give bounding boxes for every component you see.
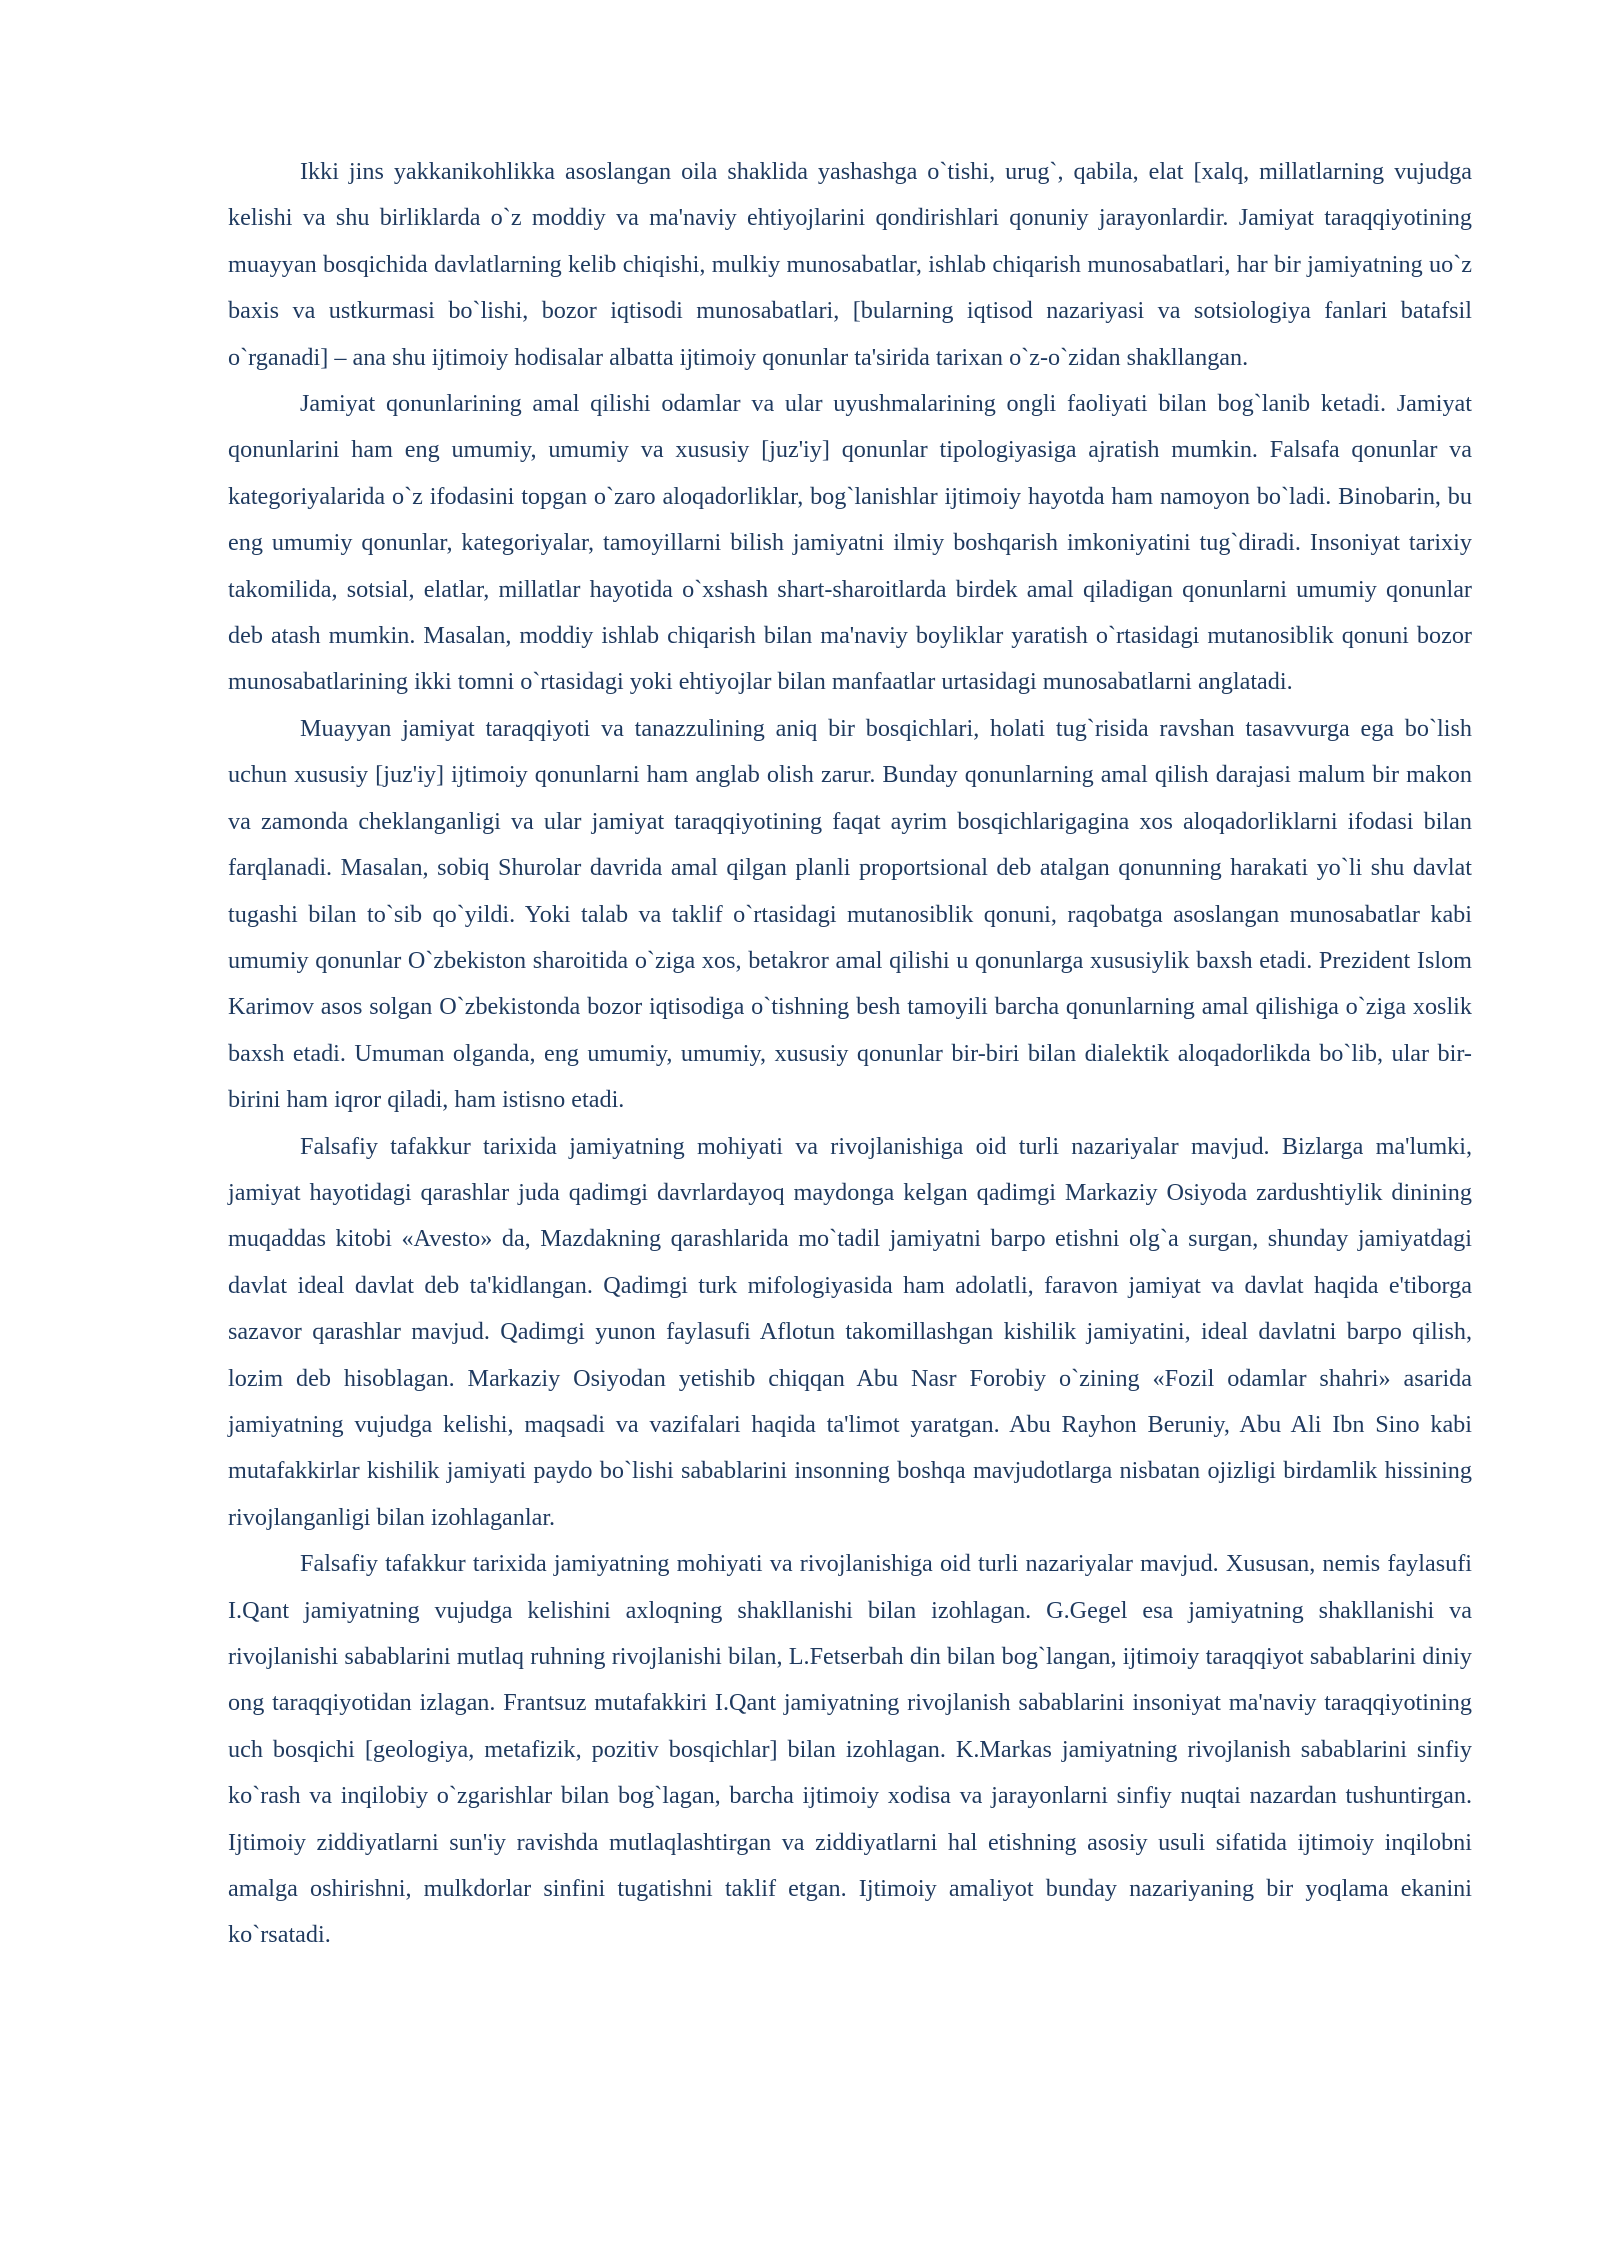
paragraph-3: Muayyan jamiyat taraqqiyoti va tanazzulining aniq bir bosqichlari, holati tug`risida ravshan tasavvurga ega bo`lish uchun xususiy [juz'iy] ijtimoiy qonunlarni ham anglab olish zarur. Bunday qonunlarning amal qilish darajasi malum bir makon va zamonda cheklanganligi va ular jamiyat taraqqiyotining faqat ayrim bosqichlarigagina xos aloqadorliklarni ifodasi bilan farqlanadi. Masalan, sobiq Shurolar davrida amal qilgan planli proportsional deb atalgan qonunning harakati yo`li shu davlat tugashi bilan to`sib qo`yildi. Yoki talab va taklif o`rtasidagi mutanosiblik qonuni, raqobatga asoslangan munosabatlar kabi umumiy qonunlar O`zbekiston sharoitida o`ziga xos, betakror amal qilishi u qonunlarga xususiylik baxsh etadi. Prezident Islom Karimov asos solgan O`zbekistonda bozor iqtisodiga o`tishning besh tamoyili barcha qonunlarning amal qilishiga o`ziga xoslik baxsh etadi. Umuman olganda, eng umumiy, umumiy, xususiy qonunlar bir-biri bilan dialektik aloqadorlikda bo`lib, ular bir-birini ham iqror qiladi, ham istisno etadi. [228,714,1472,1114]
paragraph-4: Falsafiy tafakkur tarixida jamiyatning mohiyati va rivojlanishiga oid turli nazariyalar mavjud. Bizlarga ma'lumki, jamiyat hayotidagi qarashlar juda qadimgi davrlardayoq maydonga kelgan qadimgi Markaziy Osiyoda zardushtiylik dinining muqaddas kitobi «Avesto» da, Mazdakning qarashlarida mo`tadil jamiyatni barpo etishni olg`a surgan, shunday jamiyatdagi davlat ideal davlat deb ta'kidlangan. Qadimgi turk mifologiyasida ham adolatli, faravon jamiyat va davlat haqida e'tiborga sazavor qarashlar mavjud. Qadimgi yunon faylasufi Aflotun takomillashgan kishilik jamiyatini, ideal davlatni barpo qilish, lozim deb hisoblagan. Markaziy Osiyodan yetishib chiqqan Abu Nasr Forobiy o`zining «Fozil odamlar shahri» asarida jamiyatning vujudga kelishi, maqsadi va vazifalari haqida ta'limot yaratgan. Abu Rayhon Beruniy, Abu Ali Ibn Sino kabi mutafakkirlar kishilik jamiyati paydo bo`lishi sabablarini insonning boshqa mavjudotlarga nisbatan ojizligi birdamlik hissining rivojlanganligi bilan izohlaganlar. [228,1132,1472,1531]
paragraph-2: Jamiyat qonunlarining amal qilishi odamlar va ular uyushmalarining ongli faoliyati bilan bog`lanib ketadi. Jamiyat qonunlarini ham eng umumiy, umumiy va xususiy [juz'iy] qonunlar tipologiyasiga ajratish mumkin. Falsafa qonunlar va kategoriyalarida o`z ifodasini topgan o`zaro aloqadorliklar, bog`lanishlar ijtimoiy hayotda ham namoyon bo`ladi. Binobarin, bu eng umumiy qonunlar, kategoriyalar, tamoyillarni bilish jamiyatni ilmiy boshqarish imkoniyatini tug`diradi. Insoniyat tarixiy takomilida, sotsial, elatlar, millatlar hayotida o`xshash shart-sharoitlarda birdek amal qiladigan qonunlarni umumiy qonunlar deb atash mumkin. Masalan, moddiy ishlab chiqarish bilan ma'naviy boyliklar yaratish o`rtasidagi mutanosiblik qonuni bozor munosabatlarining ikki tomni o`rtasidagi yoki ehtiyojlar bilan manfaatlar urtasidagi munosabatlarni anglatadi. [228,390,1472,696]
paragraph-5: Falsafiy tafakkur tarixida jamiyatning mohiyati va rivojlanishiga oid turli nazariyalar mavjud. Xususan, nemis faylasufi I.Qant jamiyatning vujudga kelishini axloqning shakllanishi bilan izohlagan. G.Gegel esa jamiyatning shakllanishi va rivojlanishi sabablarini mutlaq ruhning rivojlanishi bilan, L.Fetserbah din bilan bog`langan, ijtimoiy taraqqiyot sabablarini diniy ong taraqqiyotidan izlagan. Frantsuz mutafakkiri I.Qant jamiyatning rivojlanish sabablarini insoniyat ma'naviy taraqqiyotining uch bosqichi [geologiya, metafizik, pozitiv bosqichlar] bilan izohlagan. K.Markas jamiyatning rivojlanish sabablarini sinfiy ko`rash va inqilobiy o`zgarishlar bilan bog`lagan, barcha ijtimoiy xodisa va jarayonlarni sinfiy nuqtai nazardan tushuntirgan. Ijtimoiy ziddiyatlarni sun'iy ravishda mutlaqlashtirgan va ziddiyatlarni hal etishning asosiy usuli sifatida ijtimoiy inqilobni amalga oshirishni, mulkdorlar sinfini tugatishni taklif etgan. Ijtimoiy amaliyot bunday nazariyaning bir yoqlama ekanini ko`rsatadi. [228,1550,1472,1949]
document-body [228,149,1472,1959]
paragraph-1: Ikki jins yakkanikohlikka asoslangan oila shaklida yashashga o`tishi, urug`, qabila, elat [xalq, millatlarning vujudga kelishi va shu birliklarda o`z moddiy va ma'naviy ehtiyojlarini qondirishlari qonuniy jarayonlardir. Jamiyat taraqqiyotining muayyan bosqichida davlatlarning kelib chiqishi, mulkiy munosabatlar, ishlab chiqarish munosabatlari, har bir jamiyatning uo`z baxis va ustkurmasi bo`lishi, bozor iqtisodi munosabatlari, [bularning iqtisod nazariyasi va sotsiologiya fanlari batafsil o`rganadi] – ana shu ijtimoiy hodisalar albatta ijtimoiy qonunlar ta'sirida tarixan o`z-o`zidan shakllangan. [228,158,1472,371]
